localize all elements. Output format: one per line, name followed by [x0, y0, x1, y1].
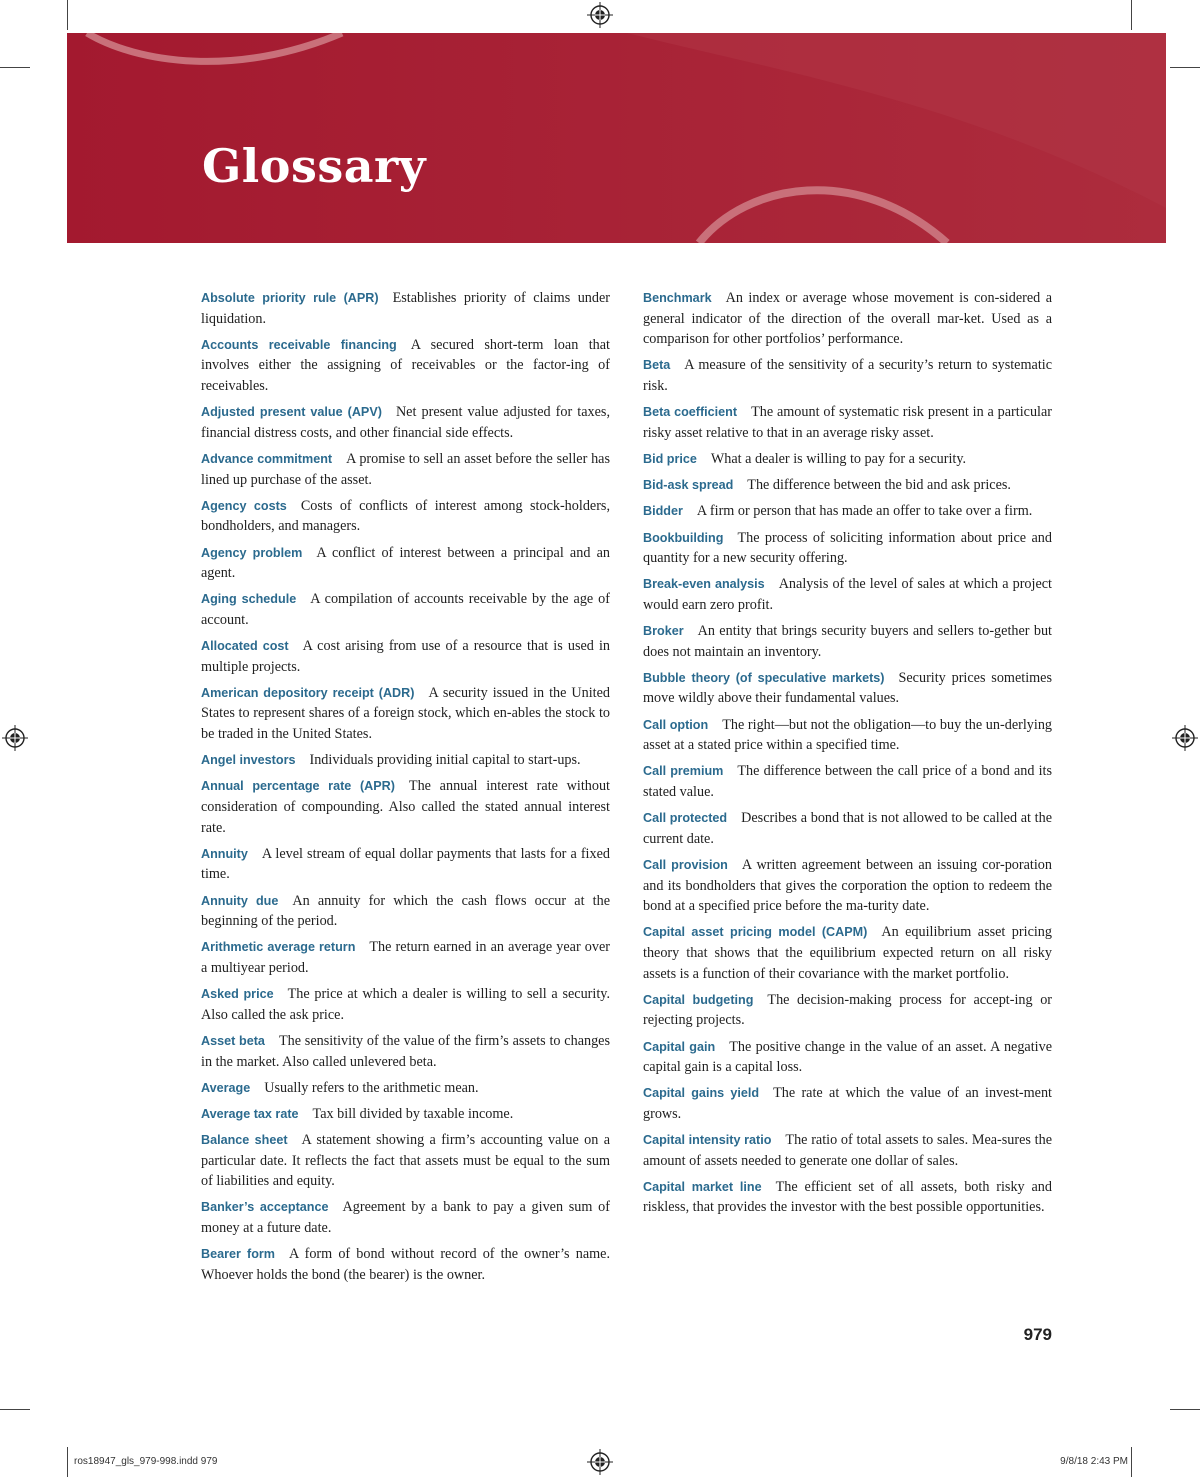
glossary-term: Benchmark	[643, 291, 712, 305]
glossary-definition: The decision-making process for accept-ing or rejecting projects.	[643, 991, 1053, 1029]
glossary-entry	[643, 402, 1052, 443]
glossary-term: Accounts receivable financing	[201, 337, 397, 352]
glossary-definition: Security prices sometimes move wildly above their fundamental values.	[643, 669, 1052, 707]
glossary-term: Capital budgeting	[643, 992, 754, 1007]
glossary-term: Call provision	[643, 857, 728, 872]
glossary-term: Adjusted present value (APV)	[201, 405, 382, 420]
glossary-term: Annual percentage rate (APR)	[201, 779, 395, 794]
crop-mark	[1170, 1409, 1200, 1410]
registration-mark-icon	[1172, 725, 1198, 751]
crop-mark	[1170, 67, 1200, 68]
glossary-term: Bidder	[643, 504, 683, 519]
glossary-column-right	[643, 288, 1052, 1224]
glossary-definition: An annuity for which the cash flows occur at the beginning of the period.	[201, 892, 610, 930]
glossary-entry	[643, 1083, 1052, 1124]
glossary-definition: The positive change in the value of an asset. A negative capital gain is a capital loss.	[643, 1038, 1052, 1076]
glossary-definition: Describes a bond that is not allowed to be called at the current date.	[643, 810, 1052, 847]
glossary-term: Bid-ask spread	[643, 478, 734, 493]
glossary-definition: A compilation of accounts receivable by the age of account.	[201, 591, 611, 628]
header-banner	[67, 33, 1166, 243]
glossary-definition: An entity that brings security buyers and sellers to-gether but does not maintain an inventory.	[643, 623, 1052, 660]
glossary-term: Arithmetic average return	[201, 940, 356, 955]
glossary-entry	[643, 855, 1052, 917]
crop-mark	[67, 0, 68, 30]
glossary-definition: The amount of systematic risk present in a particular risky asset relative to that in an average risky asset.	[643, 404, 1053, 441]
crop-mark	[1131, 1447, 1132, 1477]
glossary-definition: A promise to sell an asset before the seller has lined up purchase of the asset.	[201, 450, 611, 488]
glossary-term: Bookbuilding	[643, 530, 724, 545]
glossary-definition: What a dealer is willing to pay for a security.	[710, 450, 967, 467]
glossary-entry	[643, 355, 1052, 396]
glossary-entry	[643, 715, 1052, 756]
glossary-definition: A measure of the sensitivity of a security’s return to systematic risk.	[643, 357, 1052, 394]
glossary-definition: A secured short-term loan that involves either the assigning of receivables or the factor-ing of receivables.	[201, 336, 610, 394]
glossary-definition: Usually refers to the arithmetic mean.	[264, 1079, 479, 1096]
glossary-term: Capital gain	[643, 1039, 716, 1054]
glossary-definition: A firm or person that has made an offer to take over a firm.	[696, 503, 1033, 520]
glossary-term: Break-even analysis	[643, 577, 765, 592]
registration-mark-icon	[587, 2, 613, 28]
glossary-definition: Individuals providing initial capital to start-ups.	[309, 752, 581, 769]
glossary-entry	[643, 475, 1052, 496]
crop-mark	[1131, 0, 1132, 30]
glossary-definition: Tax bill divided by taxable income.	[312, 1105, 514, 1122]
glossary-definition: The rate at which the value of an invest-ment grows.	[643, 1085, 1052, 1122]
glossary-term: Call premium	[643, 764, 724, 779]
glossary-term: Capital gains yield	[643, 1086, 760, 1101]
glossary-definition: Establishes priority of claims under liquidation.	[201, 290, 610, 327]
crop-mark	[67, 1447, 68, 1477]
glossary-definition: The annual interest rate without consideration of compounding. Also called the stated annual interest rate.	[201, 778, 610, 836]
glossary-entry	[643, 1037, 1052, 1078]
glossary-entry	[201, 636, 610, 677]
glossary-definition: The difference between the call price of a bond and its stated value.	[643, 763, 1052, 800]
glossary-definition: The ratio of total assets to sales. Mea-sures the amount of assets needed to generate one dollar of sales.	[643, 1132, 1052, 1169]
glossary-definition: The process of soliciting information about price and quantity for a new security offering.	[643, 529, 1052, 567]
page-number: 979	[1023, 1325, 1052, 1344]
glossary-definition: A statement showing a firm’s accounting value on a particular date. It reflects the fact that assets must be equal to the sum of liabilities and equity.	[201, 1132, 610, 1190]
glossary-entry	[201, 543, 610, 584]
glossary-entry	[201, 335, 610, 397]
glossary-definition: The return earned in an average year over a multiyear period.	[201, 939, 610, 976]
glossary-term: Allocated cost	[201, 639, 289, 654]
glossary-entry	[643, 808, 1052, 849]
glossary-entry	[201, 496, 610, 537]
glossary-entry	[643, 528, 1052, 569]
glossary-entry	[643, 922, 1052, 984]
glossary-term: Annuity	[201, 846, 248, 861]
glossary-definition: A level stream of equal dollar payments that lasts for a fixed time.	[201, 845, 610, 883]
glossary-term: Broker	[643, 624, 684, 639]
glossary-definition: The price at which a dealer is willing to sell a security. Also called the ask price.	[201, 986, 610, 1023]
glossary-term: Annuity due	[201, 893, 279, 908]
glossary-entry	[643, 1177, 1052, 1218]
page-title: Glossary	[202, 139, 427, 193]
glossary-entry	[643, 990, 1052, 1031]
glossary-entry	[201, 1130, 610, 1192]
glossary-term: Absolute priority rule (APR)	[201, 291, 379, 305]
glossary-entry	[201, 776, 610, 838]
glossary-definition: The efficient set of all assets, both risky and riskless, that provides the investor with the best possible opportunities.	[643, 1178, 1052, 1216]
glossary-entry	[643, 1130, 1052, 1171]
glossary-definition: Analysis of the level of sales at which a project would earn zero profit.	[643, 576, 1053, 613]
glossary-term: Advance commitment	[201, 451, 333, 466]
glossary-term: American depository receipt (ADR)	[201, 685, 415, 700]
glossary-entry	[201, 589, 610, 630]
glossary-entry	[201, 1197, 610, 1238]
glossary-definition: A conflict of interest between a principal and an agent.	[201, 544, 610, 582]
glossary-entry	[201, 683, 610, 745]
glossary-entry	[643, 501, 1052, 522]
glossary-term: Banker’s acceptance	[201, 1200, 329, 1215]
glossary-term: Bearer form	[201, 1247, 275, 1262]
glossary-term: Call option	[643, 717, 709, 732]
glossary-entry	[201, 288, 610, 329]
glossary-entry	[643, 668, 1052, 709]
glossary-definition: An equilibrium asset pricing theory that shows that the equilibrium expected return on all risky assets is a function of their covariance with the market portfolio.	[643, 924, 1052, 982]
glossary-term: Beta	[643, 358, 671, 373]
glossary-definition: The right—but not the obligation—to buy the un-derlying asset at a stated price within a specified time.	[643, 716, 1053, 754]
glossary-term: Capital asset pricing model (CAPM)	[643, 925, 868, 940]
glossary-entry	[201, 1031, 610, 1072]
glossary-definition: A security issued in the United States to represent shares of a foreign stock, which en-ables the stock to be traded in the United States.	[201, 684, 610, 743]
glossary-term: Bid price	[643, 451, 697, 466]
glossary-definition: Net present value adjusted for taxes, financial distress costs, and other financial side effects.	[201, 404, 610, 441]
glossary-term: Capital market line	[643, 1179, 762, 1194]
glossary-term: Bubble theory (of speculative markets)	[643, 670, 885, 685]
glossary-entry	[201, 1078, 610, 1099]
glossary-definition: A form of bond without record of the owner’s name. Whoever holds the bond (the bearer) is the owner.	[201, 1246, 610, 1283]
glossary-definition: Agreement by a bank to pay a given sum of money at a future date.	[201, 1199, 610, 1237]
registration-mark-icon	[587, 1449, 613, 1475]
glossary-definition: Costs of conflicts of interest among stock-holders, bondholders, and managers.	[201, 497, 610, 535]
crop-mark	[0, 1409, 30, 1410]
glossary-entry	[201, 844, 610, 885]
glossary-column-left	[201, 288, 610, 1291]
glossary-entry	[643, 574, 1052, 615]
glossary-entry	[201, 1244, 610, 1285]
glossary-term: Asset beta	[201, 1033, 265, 1048]
glossary-term: Angel investors	[201, 753, 296, 768]
banner-decoration	[67, 33, 1166, 243]
glossary-definition: A cost arising from use of a resource that is used in multiple projects.	[201, 638, 610, 675]
glossary-definition: The difference between the bid and ask prices.	[747, 477, 1011, 494]
glossary-term: Balance sheet	[201, 1133, 288, 1148]
glossary-term: Call protected	[643, 811, 728, 826]
glossary-entry	[201, 449, 610, 490]
glossary-definition: The sensitivity of the value of the firm’s assets to changes in the market. Also called unlevered beta.	[201, 1032, 610, 1070]
glossary-definition: An index or average whose movement is con-sidered a general indicator of the direction of the overall mar-ket. Used as a comparison for other portfolios’ performance.	[643, 290, 1052, 348]
glossary-term: Agency problem	[201, 545, 303, 560]
glossary-entry	[201, 937, 610, 978]
glossary-term: Agency costs	[201, 498, 287, 513]
glossary-entry	[643, 621, 1052, 662]
glossary-entry	[201, 402, 610, 443]
glossary-entry	[201, 984, 610, 1025]
print-timestamp: 9/8/18 2:43 PM	[1060, 1456, 1128, 1467]
glossary-term: Average tax rate	[201, 1106, 299, 1121]
glossary-term: Asked price	[201, 987, 274, 1002]
glossary-entry	[643, 288, 1052, 350]
glossary-entry	[643, 449, 1052, 470]
file-slug: ros18947_gls_979-998.indd 979	[74, 1456, 218, 1467]
registration-mark-icon	[2, 725, 28, 751]
glossary-term: Aging schedule	[201, 592, 297, 607]
glossary-entry	[201, 750, 610, 771]
glossary-term: Capital intensity ratio	[643, 1133, 772, 1148]
glossary-term: Average	[201, 1080, 251, 1095]
glossary-entry	[201, 891, 610, 932]
glossary-definition: A written agreement between an issuing cor-poration and its bondholders that gives the corporation the option to redeem the bond at a specified price before the ma-turity date.	[643, 856, 1052, 915]
glossary-entry	[643, 761, 1052, 802]
crop-mark	[0, 67, 30, 68]
glossary-term: Beta coefficient	[643, 405, 738, 420]
glossary-entry	[201, 1104, 610, 1125]
